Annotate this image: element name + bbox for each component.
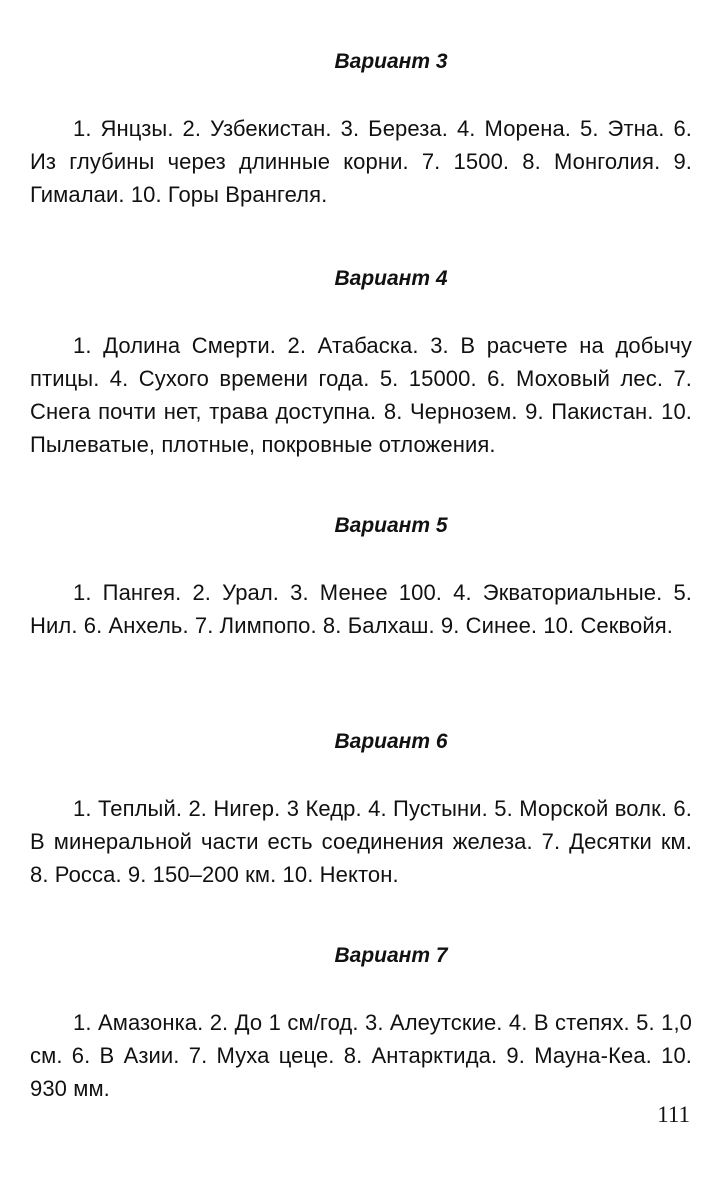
variant-3-section xyxy=(30,50,692,211)
variant-7-section xyxy=(30,944,692,1105)
variant-5-title: Вариант 5 xyxy=(334,514,448,537)
variant-5-section xyxy=(30,514,692,642)
variant-5-answers: 1. Пангея. 2. Урал. 3. Менее 100. 4. Экваториальные. 5. Нил. 6. Анхель. 7. Лимпопо. 8. Балхаш. 9. Синее. 10. Секвойя. xyxy=(30,580,692,638)
variant-3-answers: 1. Янцзы. 2. Узбекистан. 3. Береза. 4. Морена. 5. Этна. 6. Из глубины через длинные корни. 7. 1500. 8. Монголия. 9. Гималаи. 10. Горы Врангеля. xyxy=(30,116,692,207)
variant-6-answers: 1. Теплый. 2. Нигер. 3 Кедр. 4. Пустыни. 5. Морской волк. 6. В минеральной части есть соединения железа. 7. Десятки км. 8. Росса. 9. 150–200 км. 10. Нектон. xyxy=(30,796,692,887)
variant-4-title: Вариант 4 xyxy=(334,267,448,290)
variant-4-answers: 1. Долина Смерти. 2. Атабаска. 3. В расчете на добычу птицы. 4. Сухого времени года. 5. 15000. 6. Моховый лес. 7. Снега почти нет, трава доступна. 8. Чернозем. 9. Пакистан. 10. Пылеватые, плотные, покровные отложения. xyxy=(30,333,692,457)
variant-7-title: Вариант 7 xyxy=(334,944,448,967)
variant-4-section xyxy=(30,267,692,461)
variant-6-section xyxy=(30,730,692,891)
variant-3-title: Вариант 3 xyxy=(334,50,448,73)
variant-6-title: Вариант 6 xyxy=(334,730,448,753)
page-number: 111 xyxy=(657,1102,690,1127)
variant-7-answers: 1. Амазонка. 2. До 1 см/год. 3. Алеутские. 4. В степях. 5. 1,0 см. 6. В Азии. 7. Муха цеце. 8. Антарктида. 9. Мауна-Кеа. 10. 930 мм. xyxy=(30,1010,692,1101)
